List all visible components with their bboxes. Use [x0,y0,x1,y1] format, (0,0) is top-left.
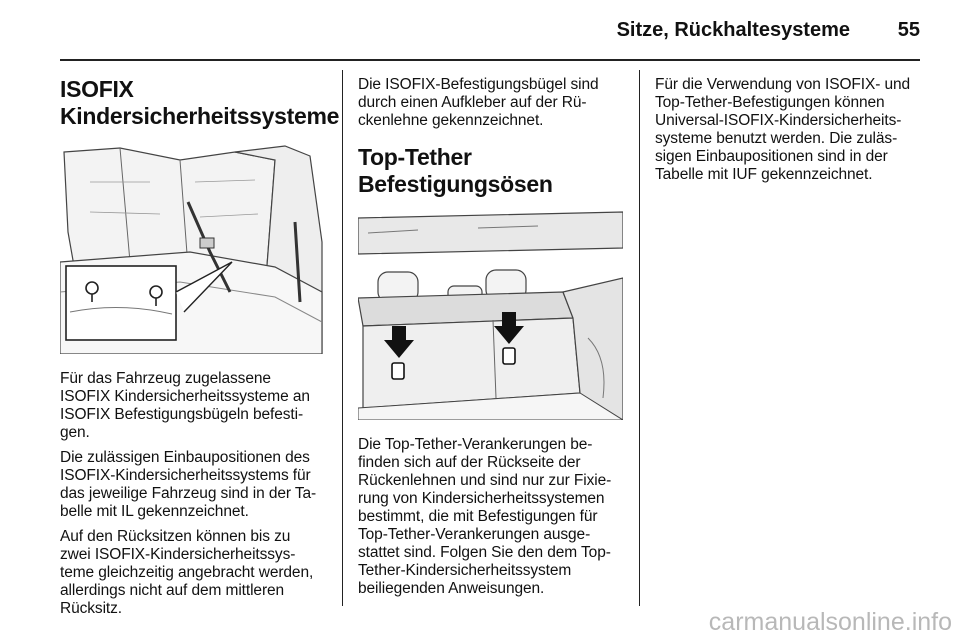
watermark: carmanualsonline.info [708,608,952,636]
column-divider-1 [342,70,343,606]
isofix-heading-line-1: ISOFIX [60,76,134,102]
isofix-sticker-paragraph: Die ISOFIX-Befestigungsbügel sind durch einen Aufkleber auf der Rü-ckenlehne gekennzeichnet. [358,76,599,129]
top-tether-heading-line-2: Befestigungsösen [358,171,553,197]
page-number: 55 [897,19,920,41]
isofix-seat-illustration [60,142,323,354]
column-2 [358,76,624,605]
column-1 [60,76,340,625]
isofix-paragraph-2: Die zulässigen Einbaupositionen des ISOFIX-Kindersicherheitssystems für das jeweilige Fahrzeug sind in der Ta-belle mit IL gekennzeichnet. [60,449,317,520]
column-3 [655,76,923,191]
running-header-title: Sitze, Rückhaltesysteme [616,19,850,41]
isofix-heading-line-2: Kindersicherheitssysteme [60,103,340,129]
top-tether-illustration [358,208,623,420]
isofix-heading [60,76,340,130]
column-divider-2 [639,70,640,606]
top-tether-heading [358,144,624,198]
top-tether-paragraph: Die Top-Tether-Verankerungen be-finden sich auf der Rückseite der Rückenlehnen und sind nur zur Fixie-rung von Kindersicherheitssystemen bestimmt, die mit Befestigungen für Top-Tether-Verankerungen ausge-stattet sind. Folgen Sie den dem Top-Tether-Kindersicherheitssystem beiliegenden Anweisungen. [358,436,612,597]
isofix-top-tether-paragraph: Für die Verwendung von ISOFIX- und Top-Tether-Befestigungen können Universal-ISOFIX-Kindersicherheits-systeme benutzt werden. Die zuläs-sigen Einbaupositionen sind in der Tabelle mit IUF gekennzeichnet. [655,76,911,183]
isofix-paragraph-3: Auf den Rücksitzen können bis zu zwei ISOFIX-Kindersicherheitssys-teme gleichzeitig angebracht werden, allerdings nicht auf dem mittleren Rücksitz. [60,528,314,617]
header-rule [60,59,920,61]
top-tether-heading-line-1: Top-Tether [358,144,472,170]
isofix-paragraph-1: Für das Fahrzeug zugelassene ISOFIX Kindersicherheitssysteme an ISOFIX Befestigungsbügeln befesti-gen. [60,370,310,441]
